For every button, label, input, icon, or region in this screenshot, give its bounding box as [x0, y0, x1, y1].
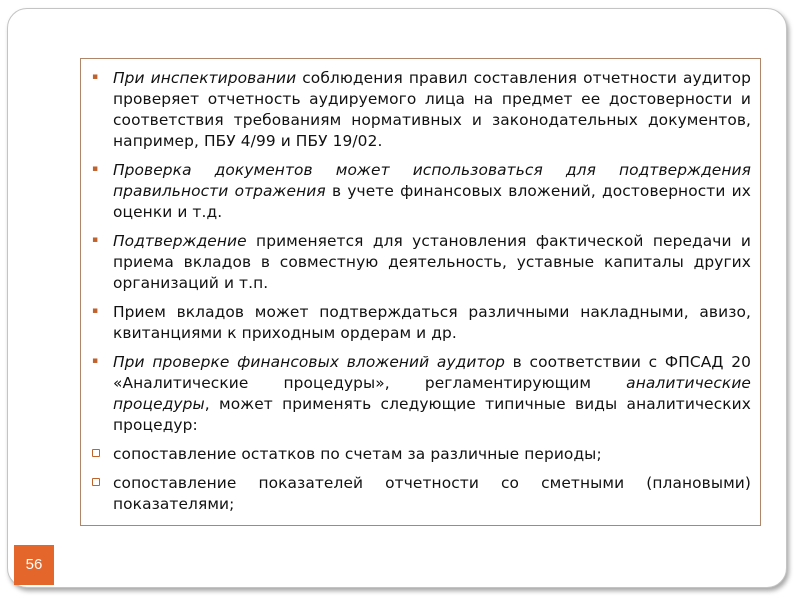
text-segment: Проверка документов может использоваться для подтверждения правильности отражения	[113, 161, 751, 200]
bullet-marker-icon	[92, 352, 98, 370]
bullet-marker-icon	[92, 231, 98, 249]
text-segment: аналитические процедуры	[113, 374, 751, 413]
bullet-item-1	[90, 68, 751, 152]
square-bullet-icon	[92, 473, 100, 492]
page-number: 56	[14, 545, 54, 585]
text-segment: При проверке финансовых вложений аудитор	[113, 353, 505, 371]
text-segment: сопоставление остатков по счетам за различные периоды;	[113, 445, 602, 463]
square-bullet-icon	[92, 444, 100, 463]
bullet-item-7	[90, 473, 751, 515]
text-segment: сопоставление показателей отчетности со сметными (плановыми) показателями;	[113, 474, 751, 513]
text-segment: применяется для установления фактической передачи и приема вкладов в совместную деятельность, уставные капиталы других организаций и т.п.	[113, 232, 751, 292]
content-box	[80, 58, 761, 526]
text-segment: Подтверждение	[113, 232, 247, 250]
bullet-marker-icon	[92, 160, 98, 178]
text-segment: в учете финансовых вложений, достоверности их оценки и т.д.	[113, 182, 751, 221]
text-segment: Прием вкладов может подтверждаться различными накладными, авизо, квитанциями к приходным ордерам и др.	[113, 303, 751, 342]
bullet-item-6	[90, 444, 751, 465]
bullet-marker-icon	[92, 302, 98, 320]
bullet-item-5	[90, 352, 751, 436]
bullet-item-4	[90, 302, 751, 344]
text-segment: в соответствии с ФПСАД 20 «Аналитические процедуры», регламентирующим	[113, 353, 751, 392]
bullet-marker-icon	[92, 68, 98, 86]
text-segment: соблюдения правил составления отчетности аудитор проверяет отчетность аудируемого лица на предмет ее достоверности и соответствия требованиям нормативных и законодательных документов, например, ПБУ 4/99 и ПБУ 19/02.	[113, 69, 752, 150]
bullet-item-2	[90, 160, 751, 223]
bullet-item-3	[90, 231, 751, 294]
text-segment: При инспектировании	[113, 69, 297, 87]
text-segment: , может применять следующие типичные виды аналитических процедур:	[113, 395, 751, 434]
